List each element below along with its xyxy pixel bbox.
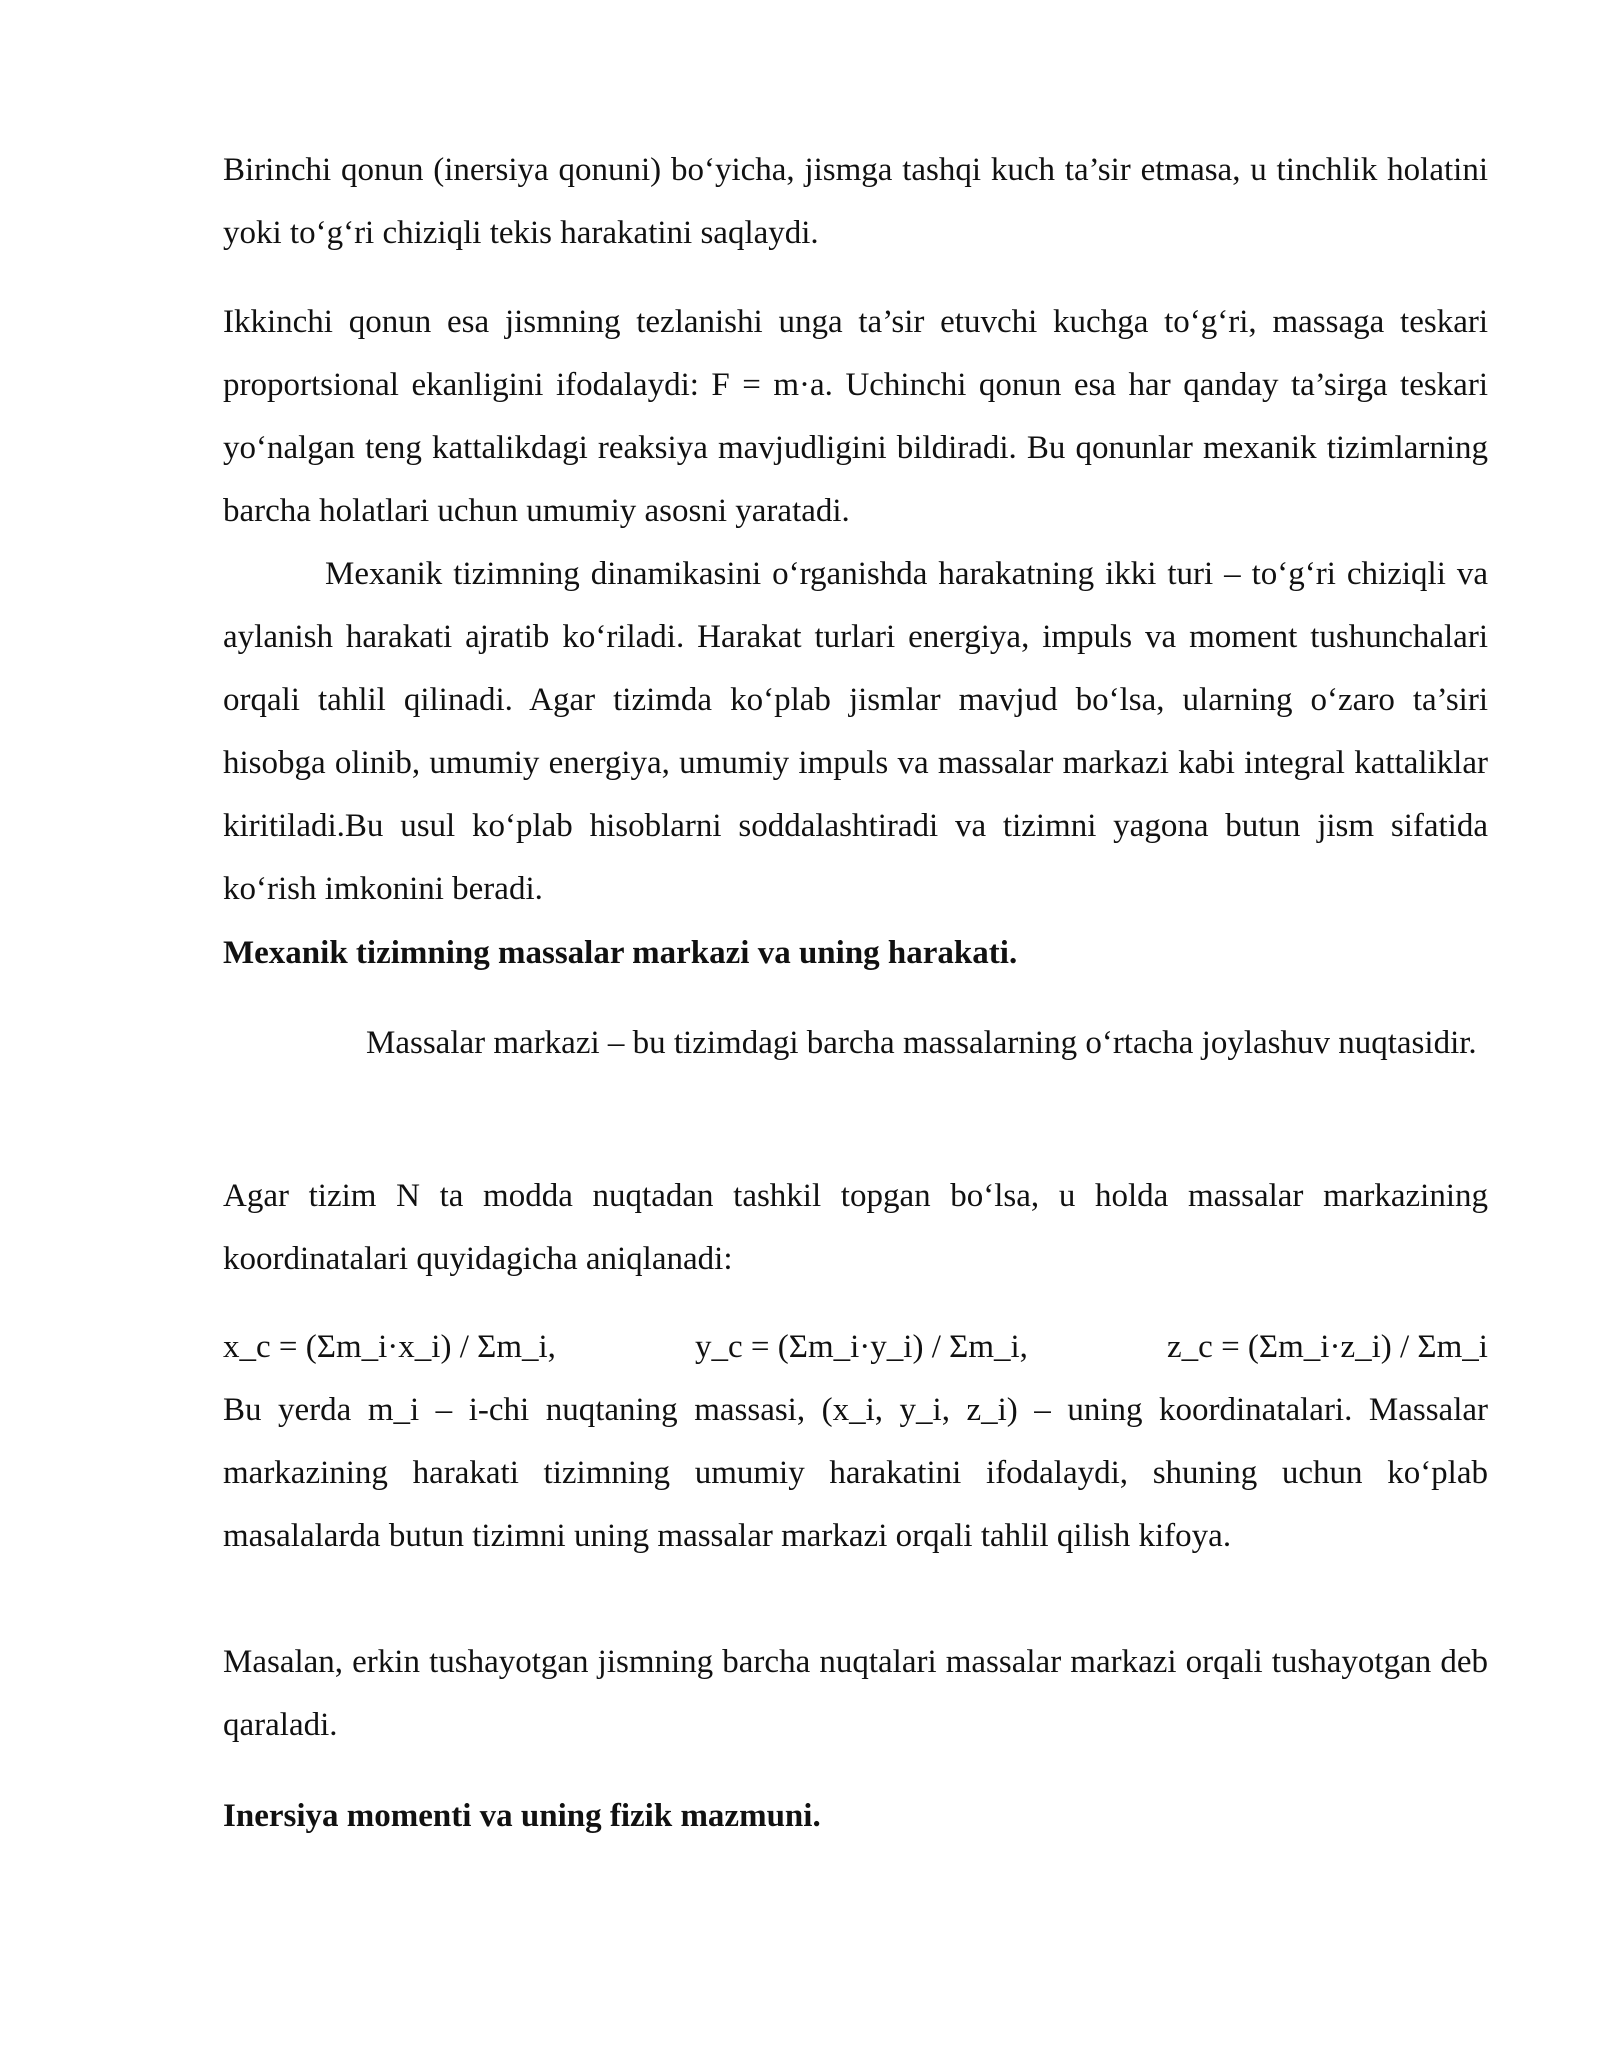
paragraph-dynamics: Mexanik tizimning dinamikasini o‘rganishda harakatning ikki turi – to‘g‘ri chiziqli va aylanish harakati ajratib ko‘riladi. Harakat turlari energiya, impuls va moment tushunchalari orqali tahlil qilinadi. Agar tizimda ko‘plab jismlar mavjud bo‘lsa, ularning o‘zaro ta’siri hisobga olinib, umumiy energiya, umumiy impuls va massalar markazi kabi integral kattaliklar kiritiladi.Bu usul ko‘plab hisoblarni soddalashtiradi va tizimni yagona butun jism sifatida ko‘rish imkonini beradi. — [223, 556, 1488, 907]
paragraph-coordinates-intro: Agar tizim N ta modda nuqtadan tashkil topgan bo‘lsa, u holda massalar markazining koordinatalari quyidagicha aniqlanadi: — [223, 1178, 1488, 1277]
paragraph-center-of-mass-definition: Massalar markazi – bu tizimdagi barcha massalarning o‘rtacha joylashuv nuqtasidir. — [366, 1025, 1477, 1061]
paragraph-example: Masalan, erkin tushayotgan jismning barcha nuqtalari massalar markazi orqali tushayotgan deb qaraladi. — [223, 1644, 1488, 1743]
formula-z: z_c = (Σm_i·z_i) / Σm_i — [1167, 1329, 1488, 1365]
paragraph-second-third-law: Ikkinchi qonun esa jismning tezlanishi unga ta’sir etuvchi kuchga to‘g‘ri, massaga teskari proportsional ekanligini ifodalaydi: F = m·a. Uchinchi qonun esa har qanday ta’sirga teskari yo‘nalgan teng kattalikdagi reaksiya mavjudligini bildiradi. Bu qonunlar mexanik tizimlarning barcha holatlari uchun umumiy asosni yaratadi. — [223, 304, 1488, 529]
formula-y: y_c = (Σm_i·y_i) / Σm_i, — [695, 1329, 1028, 1365]
section-heading-moment-of-inertia: Inersiya momenti va uning fizik mazmuni. — [223, 1798, 821, 1834]
paragraph-first-law: Birinchi qonun (inersiya qonuni) bo‘yicha, jismga tashqi kuch ta’sir etmasa, u tinchlik holatini yoki to‘g‘ri chiziqli tekis harakatini saqlaydi. — [223, 152, 1488, 251]
formula-x: x_c = (Σm_i·x_i) / Σm_i, — [223, 1329, 556, 1365]
center-of-mass-formula — [223, 1316, 1488, 1379]
paragraph-formula-explanation: Bu yerda m_i – i-chi nuqtaning massasi, (x_i, y_i, z_i) – uning koordinatalari. Massalar markazining harakati tizimning umumiy harakatini ifodalaydi, shuning uchun ko‘plab masalalarda butun tizimni uning massalar markazi orqali tahlil qilish kifoya. — [223, 1392, 1488, 1554]
section-heading-center-of-mass: Mexanik tizimning massalar markazi va uning harakati. — [223, 935, 1018, 971]
